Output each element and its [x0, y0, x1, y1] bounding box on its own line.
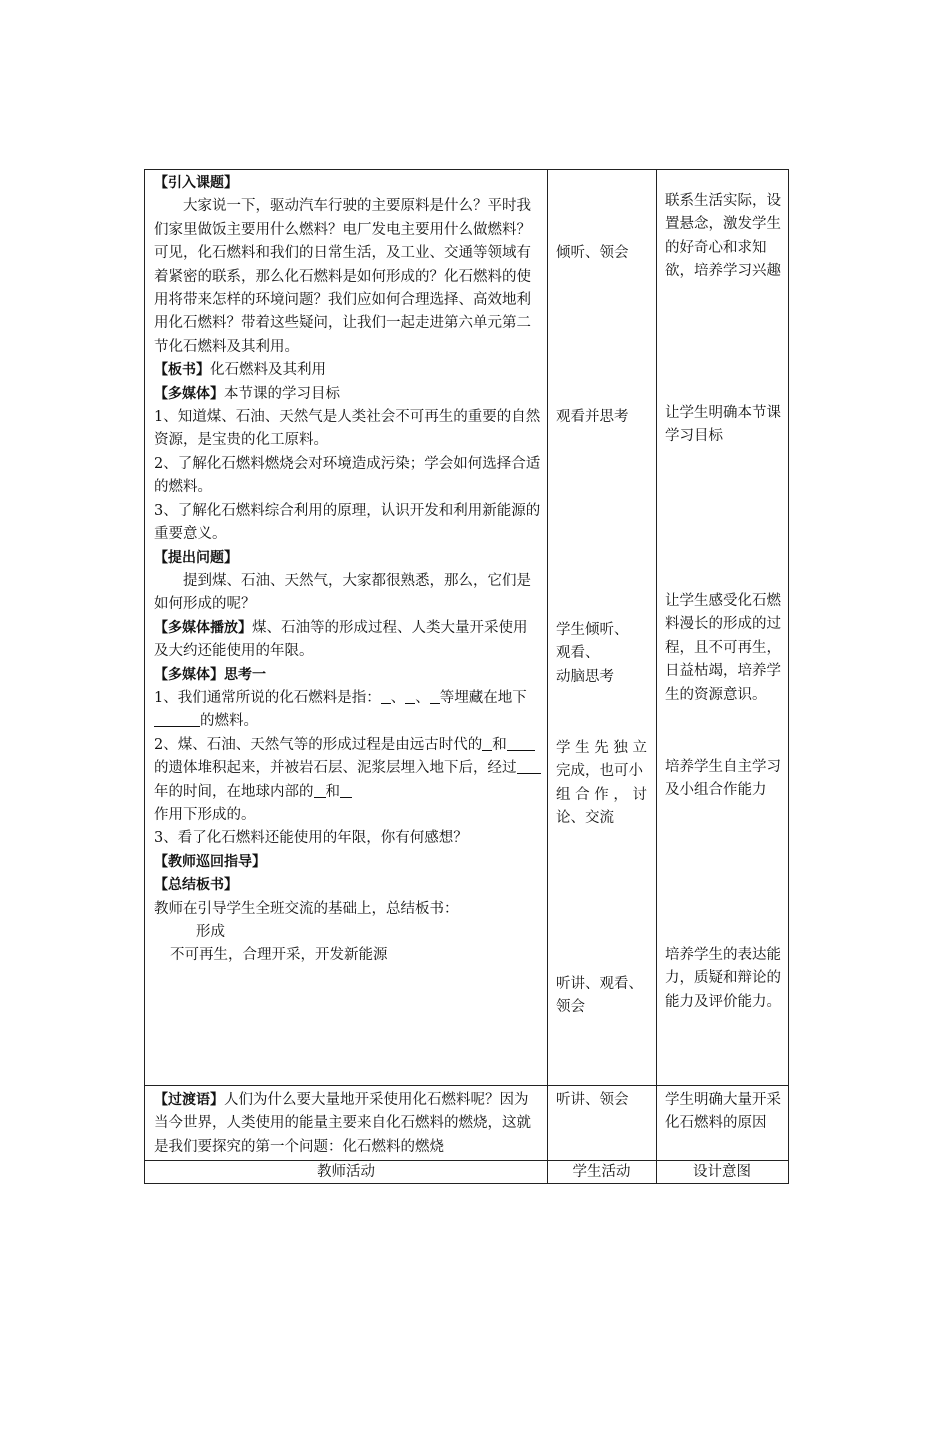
- transition-text: 人们为什么要大量地开采使用化石燃料呢？因为当今世界，人类使用的能量主要来自化石燃料的燃烧，这就是我们要探究的第一个问题：化石燃料的燃烧: [154, 1092, 531, 1155]
- media-heading: 【多媒体】: [154, 385, 224, 402]
- design-intent-3: 让学生感受化石燃料漫长的形成的过程，且不可再生，日益枯竭，培养学生的资源意识。: [665, 593, 781, 703]
- design-intent-1: 联系生活实际，设置悬念，激发学生的好奇心和求知欲，培养学习兴趣: [665, 193, 781, 280]
- student-activity-4: 学生先独立 完成，也可小 组合作，讨 论、交流: [556, 740, 647, 827]
- student-activity-3: 学生倾听、 观看、 动脑思考: [556, 622, 629, 685]
- formation-label: 形成: [196, 924, 225, 940]
- question-1: 1、我们通常所说的化石燃料是指： 、 、 等埋藏在地下的燃料。: [154, 687, 541, 734]
- column-divider: [547, 170, 548, 1183]
- student-activity-1: 倾听、领会: [556, 245, 629, 261]
- nonrenewable-note: 不可再生，合理开采，开发新能源: [170, 947, 388, 964]
- question-3: 3、看了化石燃料还能使用的年限，你有何感想？: [154, 830, 468, 847]
- goal-1: 1、知道煤、石油、天然气是人类社会不可再生的重要的自然资源，是宝贵的化工原料。: [154, 409, 541, 449]
- play-text: 煤、石油等的形成过程、人类大量开采使用及大约还能使用的年限。: [154, 619, 528, 660]
- lesson-plan-table: [144, 169, 789, 1184]
- intro-text: 大家说一下，驱动汽车行驶的主要原料是什么？平时我们家里做饭主要用什么燃料？电厂发电主要用什么做燃料？可见，化石燃料和我们的日常生活，及工业、交通等领域有着紧密的联系，那么化石燃料是如何形成的？化石燃料的使用将带来怎样的环境问题？我们应如何合理选择、高效地利用化石燃料？带着这些疑问，让我们一起走进第六单元第二节化石燃料及其利用。: [154, 198, 531, 355]
- goal-2: 2、了解化石燃料燃烧会对环境造成污染；学会如何选择合适的燃料。: [154, 455, 541, 496]
- think-heading: 【多媒体】思考一: [154, 666, 266, 683]
- patrol-heading: 【教师巡回指导】: [154, 853, 266, 870]
- student-activity-6: 听讲、领会: [556, 1092, 629, 1108]
- column-divider: [656, 170, 657, 1183]
- design-intent-2: 让学生明确本节课学习目标: [665, 405, 781, 445]
- question-heading: 【提出问题】: [154, 549, 238, 566]
- teacher-activity-transition: [154, 1089, 541, 1159]
- design-intent-6: 学生明确大量开采化石燃料的原因: [665, 1092, 781, 1132]
- intro-heading: 【引入课题】: [154, 175, 238, 191]
- row-divider: [145, 1085, 788, 1086]
- header-teacher-activity: 教师活动: [317, 1164, 375, 1180]
- board-heading: 【板书】: [154, 362, 210, 379]
- summary-text: 教师在引导学生全班交流的基础上，总结板书：: [154, 900, 459, 917]
- board-text: 化石燃料及其利用: [210, 362, 326, 379]
- question-2: 2、煤、石油、天然气等的形成过程是由远古时代的 和的遗体堆积起来，并被岩石层、泥浆层埋入地下后，经过年的时间，在地球内部的 和 作用下形成的。: [154, 734, 541, 828]
- summary-heading: 【总结板书】: [154, 877, 238, 894]
- header-student-activity: 学生活动: [572, 1164, 631, 1180]
- design-intent-5: 培养学生的表达能力，质疑和辩论的能力及评价能力。: [665, 947, 781, 1010]
- transition-heading: 【过渡语】: [154, 1092, 224, 1108]
- header-design-intent: 设计意图: [693, 1164, 751, 1180]
- teacher-activity-main: [154, 172, 541, 968]
- goal-3: 3、了解化石燃料综合利用的原理，认识开发和利用新能源的重要意义。: [154, 502, 541, 543]
- media-text: 本节课的学习目标: [224, 385, 340, 402]
- question-text: 提到煤、石油、天然气，大家都很熟悉，那么，它们是如何形成的呢？: [154, 572, 531, 613]
- design-intent-4: 培养学生自主学习及小组合作能力: [665, 759, 781, 799]
- play-heading: 【多媒体播放】: [154, 619, 252, 636]
- student-activity-5: 听讲、观看、 领会: [556, 976, 643, 1016]
- student-activity-2: 观看并思考: [556, 409, 629, 425]
